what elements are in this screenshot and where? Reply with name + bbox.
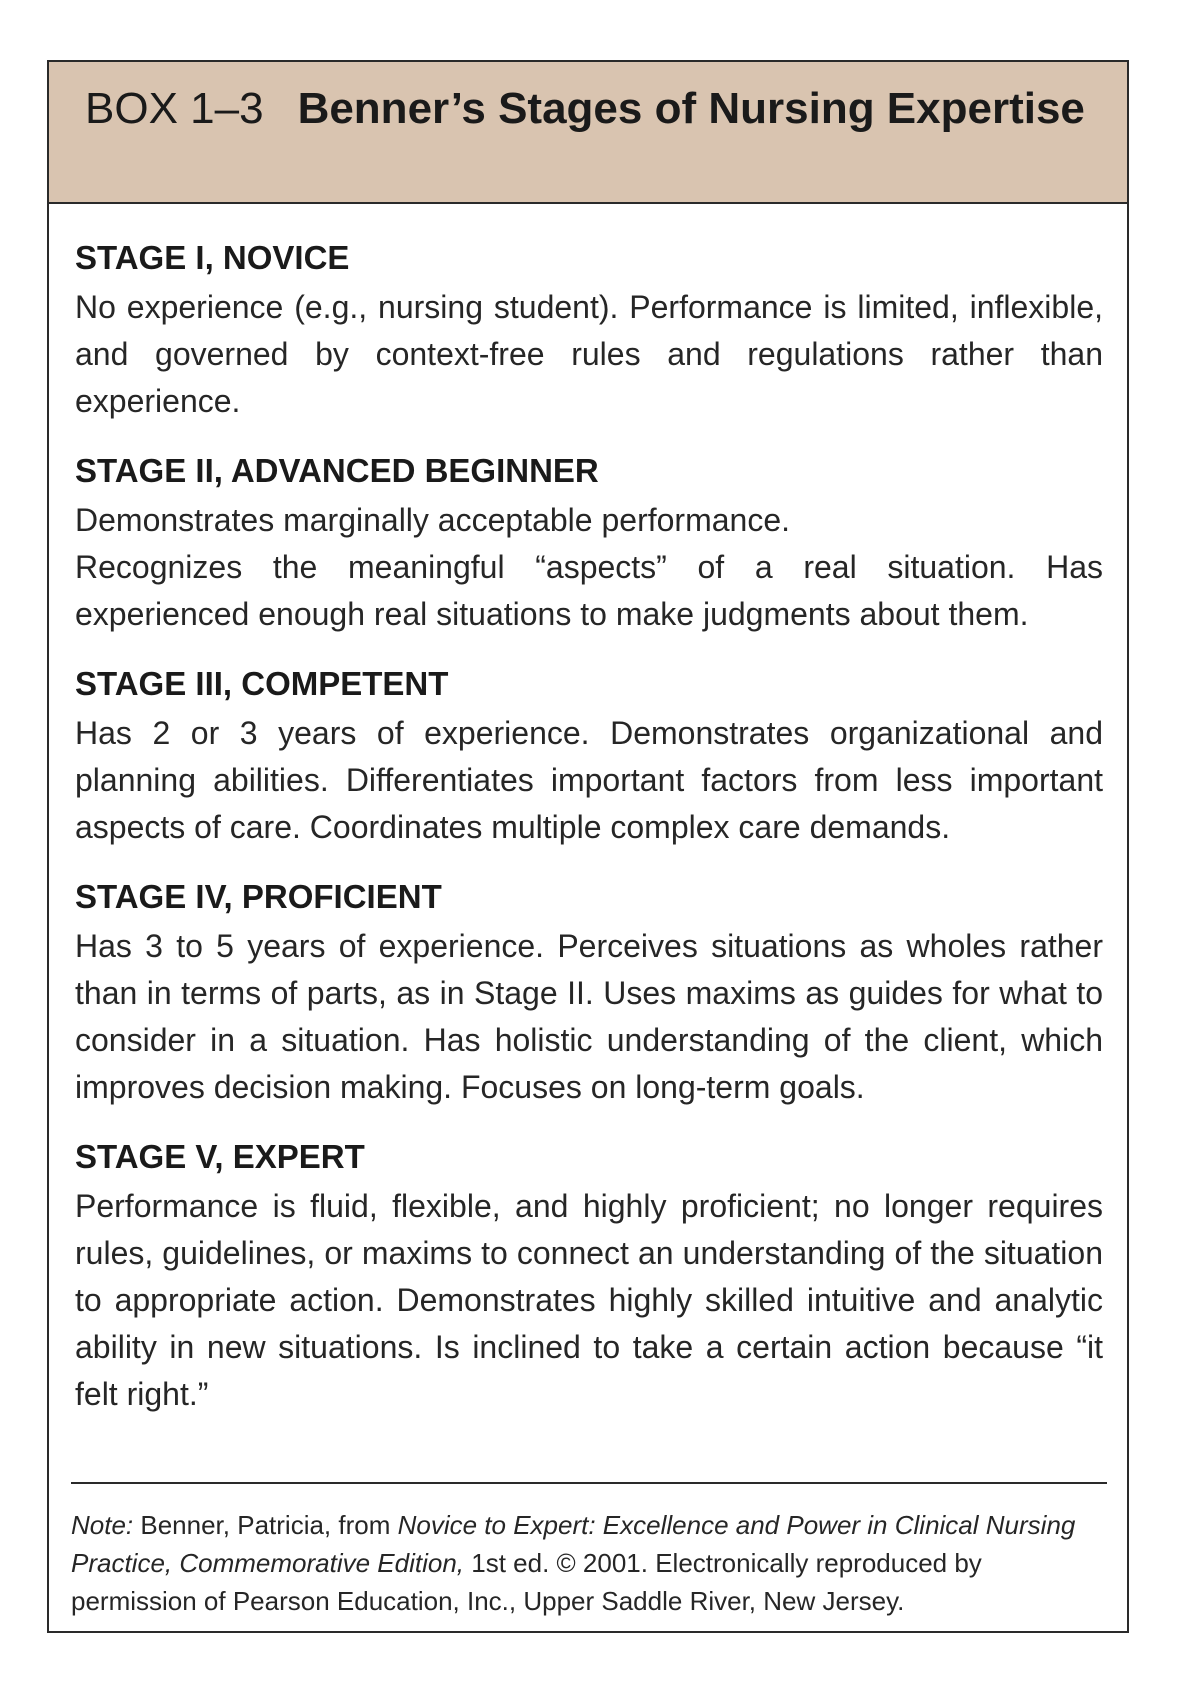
note-label: Note: [71,1510,134,1540]
stage-expert [75,1137,1103,1418]
stage-advanced-beginner [75,451,1103,638]
stage-description: Demonstrates marginally acceptable performance. [75,502,790,538]
stage-proficient [75,877,1103,1111]
stage-description-continued: Recognizes the meaningful “aspects” of a real situation. Has experienced enough real situations to make judgments about them. [75,549,1103,632]
box-title [85,82,1097,136]
box-body [49,204,1127,1418]
stage-title: STAGE V, EXPERT [75,1138,365,1175]
box-header [49,62,1127,204]
note-suffix: 1st ed. © 2001. Electronically reproduced by permission of Pearson Education, Inc., Upper Saddle River, New Jersey. [71,1548,982,1616]
note-prefix: Benner, Patricia, from [133,1510,398,1540]
note-text [71,1506,1107,1620]
box-heading: Benner’s Stages of Nursing Expertise [297,84,1085,133]
stage-title: STAGE IV, PROFICIENT [75,878,442,915]
source-note [71,1482,1107,1620]
stage-description: Has 3 to 5 years of experience. Perceives situations as wholes rather than in terms of parts, as in Stage II. Uses maxims as guides for what to consider in a situation. Has holistic understanding of the client, which improves decision making. Focuses on long-term goals. [75,928,1103,1105]
stage-novice [75,238,1103,425]
stage-description: No experience (e.g., nursing student). Performance is limited, inflexible, and governed by context-free rules and regulations rather than experience. [75,289,1103,419]
stage-title: STAGE III, COMPETENT [75,665,449,702]
stage-title: STAGE II, ADVANCED BEGINNER [75,452,599,489]
stages-box [47,60,1129,1633]
stage-description: Has 2 or 3 years of experience. Demonstrates organizational and planning abilities. Differentiates important factors from less important aspects of care. Coordinates multiple complex care demands. [75,715,1103,845]
stage-description: Performance is fluid, flexible, and highly proficient; no longer requires rules, guidelines, or maxims to connect an understanding of the situation to appropriate action. Demonstrates highly skilled intuitive and analytic ability in new situations. Is inclined to take a certain action because “it felt right.” [75,1188,1103,1412]
stage-title: STAGE I, NOVICE [75,239,350,276]
box-label: BOX 1–3 [85,84,264,133]
stage-competent [75,664,1103,851]
note-book-title: Novice to Expert: Excellence and Power in Clinical Nursing Practice, Commemorative Edition, [71,1510,1076,1578]
